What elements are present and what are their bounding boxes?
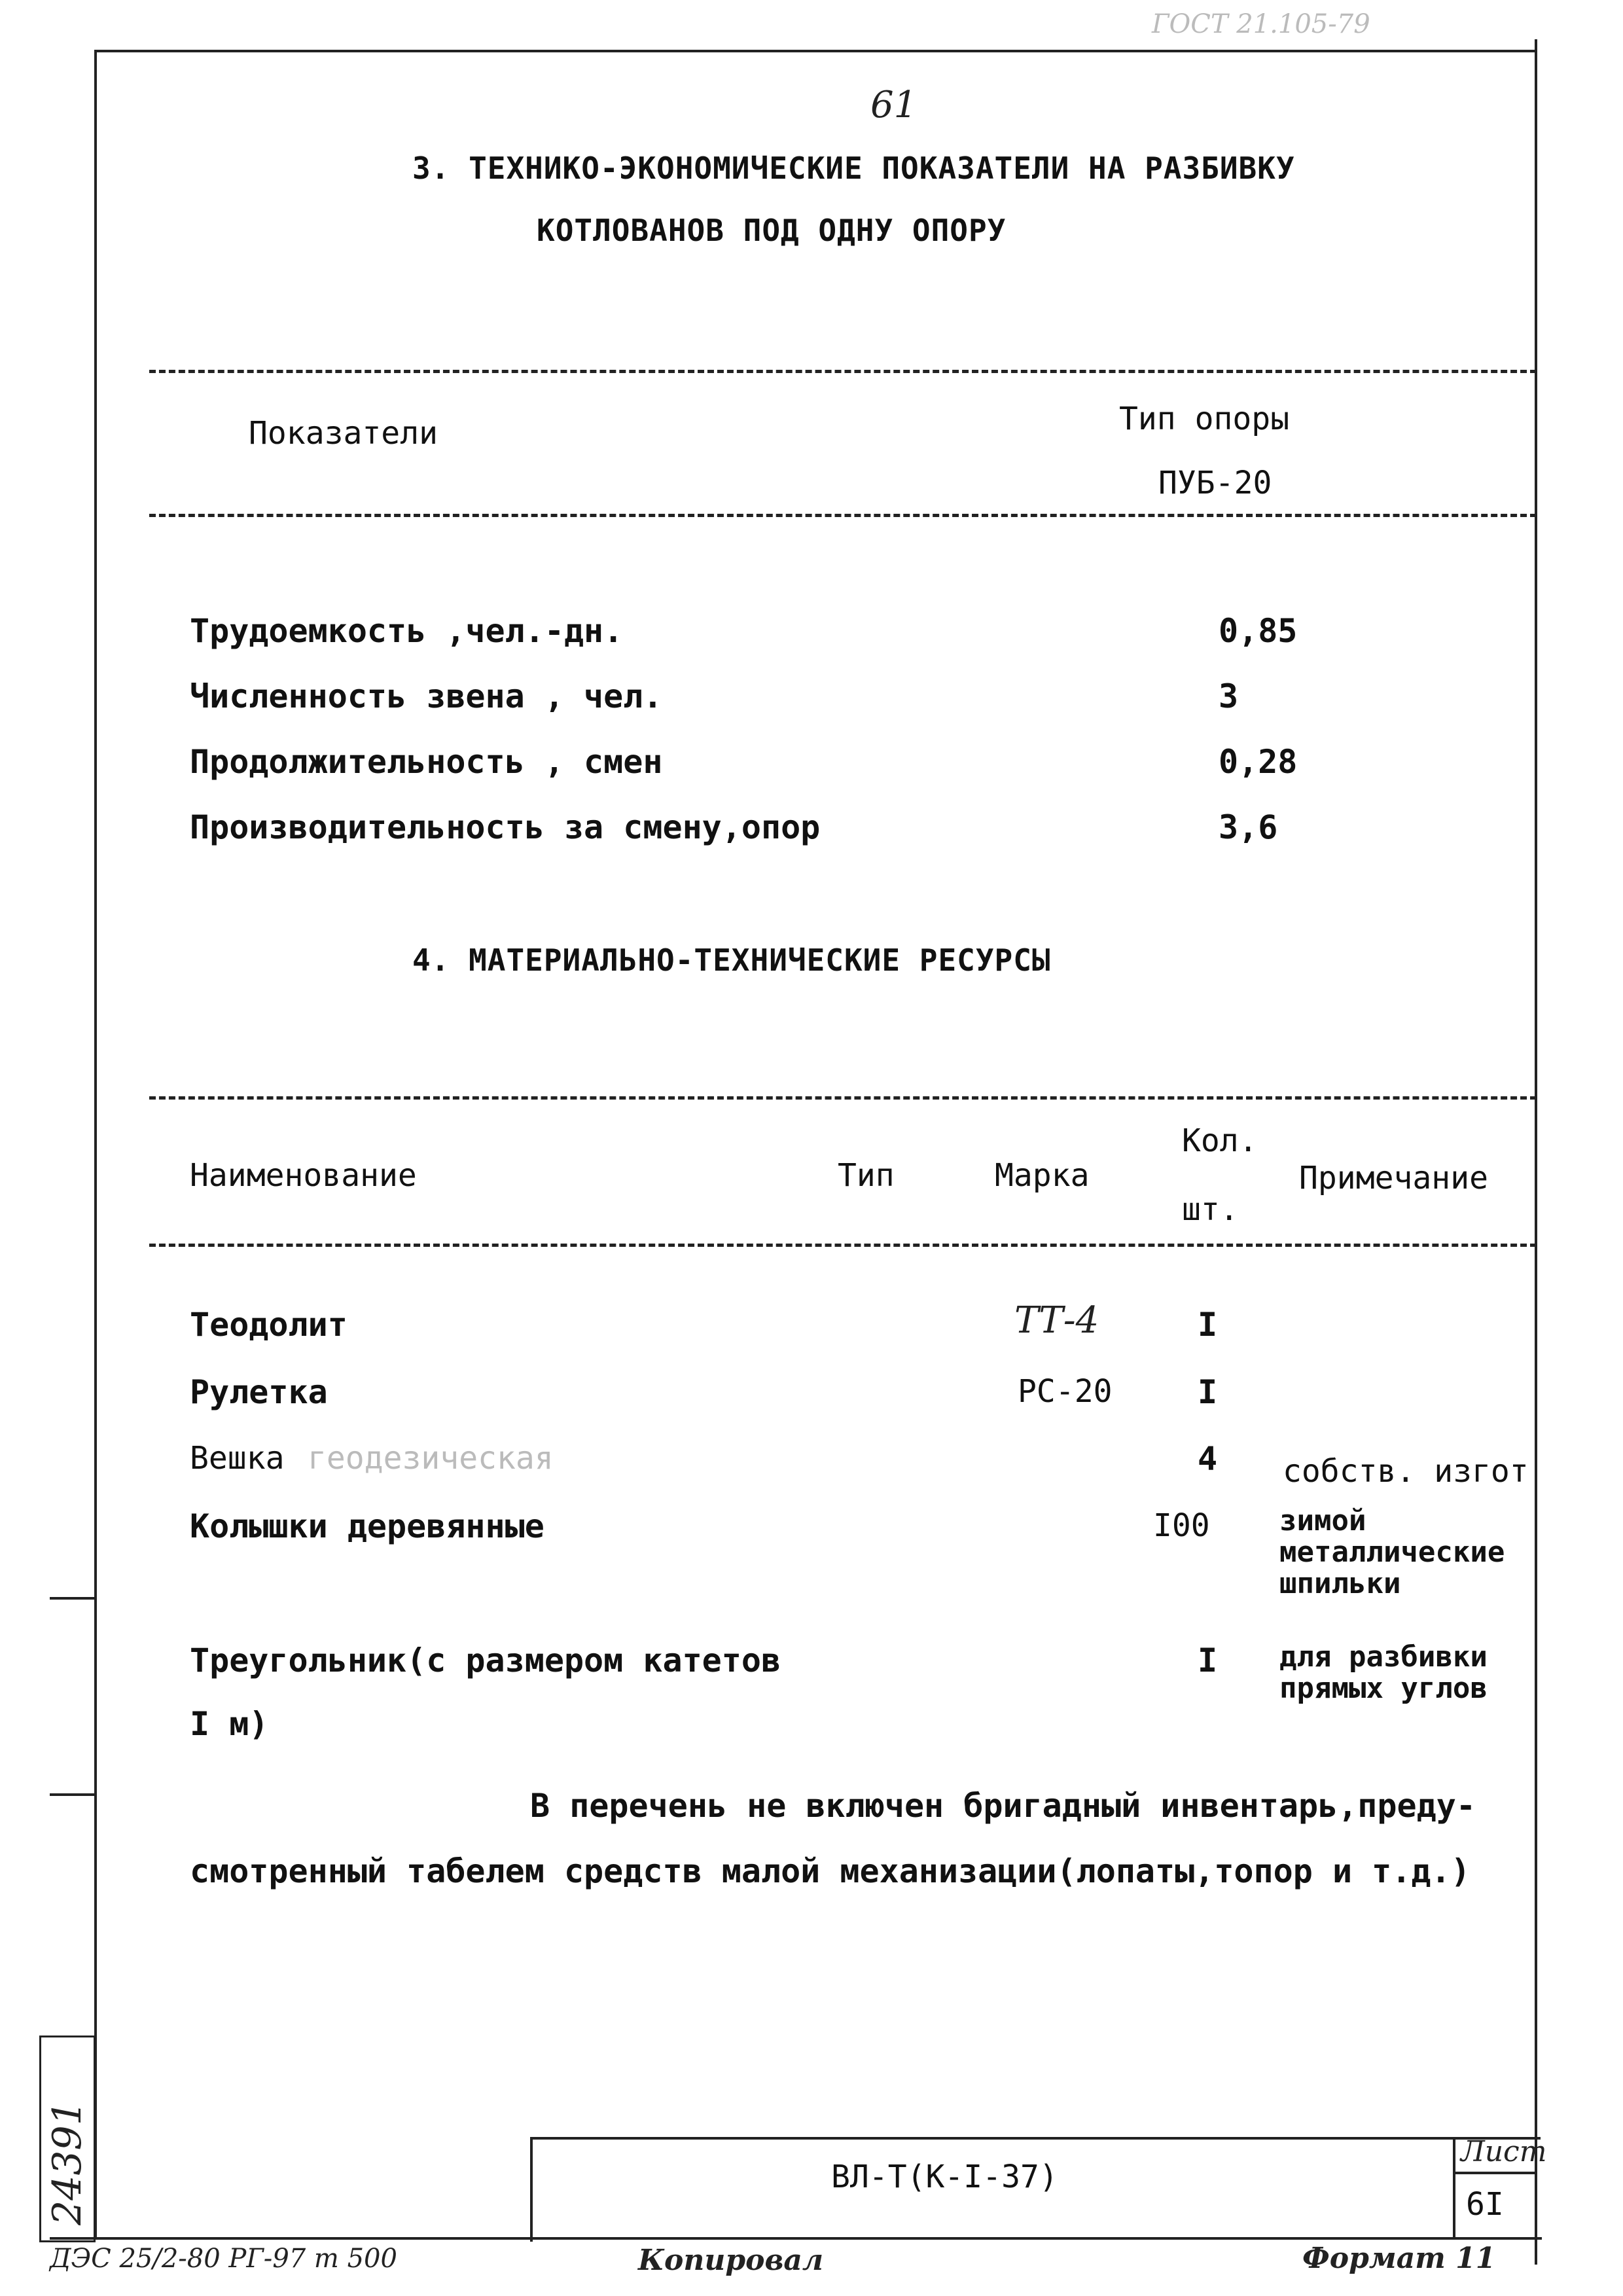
footnote-line1: В перечень не включен бригадный инвентарь,преду- bbox=[530, 1787, 1476, 1825]
resource-name: Вешка bbox=[190, 1440, 285, 1477]
resource-name: Рулетка bbox=[190, 1373, 328, 1411]
footer-left-code: ДЭС 25/2-80 РГ-97 т 500 bbox=[50, 2244, 397, 2274]
handwritten-page-number: 61 bbox=[870, 84, 918, 126]
column-header-note: Примечание bbox=[1299, 1160, 1488, 1196]
section3-title-line1: 3. ТЕХНИКО-ЭКОНОМИЧЕСКИЕ ПОКАЗАТЕЛИ НА РАЗБИВКУ bbox=[412, 151, 1295, 186]
support-type-value: ПУБ-20 bbox=[1158, 465, 1272, 501]
resource-mark: ТТ-4 bbox=[1014, 1299, 1099, 1342]
table-dash-line bbox=[149, 1096, 1537, 1100]
column-header-qty-line1: Кол. bbox=[1182, 1122, 1258, 1159]
indicator-value: 0,85 bbox=[1219, 612, 1298, 650]
sheet-label: Лист bbox=[1461, 2135, 1547, 2168]
indicator-label: Производительность за смену,опор bbox=[190, 808, 821, 846]
resource-name-line2: I м) bbox=[190, 1705, 269, 1743]
column-header-type: Тип bbox=[838, 1157, 895, 1194]
resource-qty: I bbox=[1198, 1641, 1218, 1679]
indicator-value: 3 bbox=[1219, 677, 1239, 715]
table-dash-line bbox=[149, 1244, 1537, 1247]
inventory-number: 24391 bbox=[45, 2100, 90, 2225]
document-code: ВЛ-Т(К-I-37) bbox=[831, 2159, 1058, 2195]
column-header-mark: Марка bbox=[995, 1157, 1090, 1194]
indicator-label: Численность звена , чел. bbox=[190, 677, 663, 715]
frame-left-border bbox=[94, 50, 97, 2239]
sheet-box-divider bbox=[1453, 2172, 1537, 2174]
table-dash-line bbox=[149, 370, 1537, 373]
resource-qty: I00 bbox=[1153, 1507, 1210, 1544]
frame-top-border bbox=[94, 50, 1537, 52]
column-header-name: Наименование bbox=[190, 1157, 417, 1194]
margin-tick bbox=[50, 1597, 94, 1600]
resource-name-faded: геодезическая bbox=[308, 1440, 554, 1477]
frame-right-border bbox=[1535, 39, 1537, 2265]
section4-title: 4. МАТЕРИАЛЬНО-ТЕХНИЧЕСКИЕ РЕСУРСЫ bbox=[412, 942, 1051, 978]
indicator-value: 3,6 bbox=[1219, 808, 1278, 846]
column-header-qty-line2: шт. bbox=[1182, 1191, 1239, 1228]
margin-tick bbox=[50, 1793, 94, 1796]
footer-copied-by: Копировал bbox=[638, 2244, 824, 2277]
indicator-value: 0,28 bbox=[1219, 743, 1298, 781]
sheet-number: 6I bbox=[1466, 2186, 1504, 2223]
footer-format: Формат 11 bbox=[1302, 2242, 1496, 2275]
footnote-line2: смотренный табелем средств малой механизации(лопаты,топор и т.д.) bbox=[190, 1852, 1471, 1890]
resource-mark: РС-20 bbox=[1018, 1373, 1113, 1410]
indicator-label: Продолжительность , смен bbox=[190, 743, 663, 781]
indicator-label: Трудоемкость ,чел.-дн. bbox=[190, 612, 624, 650]
section3-title-line2: КОТЛОВАНОВ ПОД ОДНУ ОПОРУ bbox=[537, 213, 1007, 248]
top-right-partial-text: ГОСТ 21.105-79 bbox=[1152, 9, 1370, 39]
resource-qty: 4 bbox=[1198, 1440, 1218, 1478]
column-header-support-type: Тип опоры bbox=[1119, 401, 1290, 437]
resource-note: зимой металлические шпильки bbox=[1279, 1504, 1505, 1600]
resource-note: для разбивки прямых углов bbox=[1279, 1640, 1488, 1705]
resource-note: собств. изгот bbox=[1283, 1453, 1529, 1490]
resource-name: Теодолит bbox=[190, 1306, 348, 1344]
table-dash-line bbox=[149, 514, 1537, 517]
resource-name: Колышки деревянные bbox=[190, 1507, 544, 1545]
resource-name: Треугольник(с размером катетов bbox=[190, 1641, 781, 1679]
column-header-indicators: Показатели bbox=[249, 415, 438, 452]
resource-qty: I bbox=[1198, 1373, 1218, 1411]
resource-qty: I bbox=[1198, 1306, 1218, 1344]
